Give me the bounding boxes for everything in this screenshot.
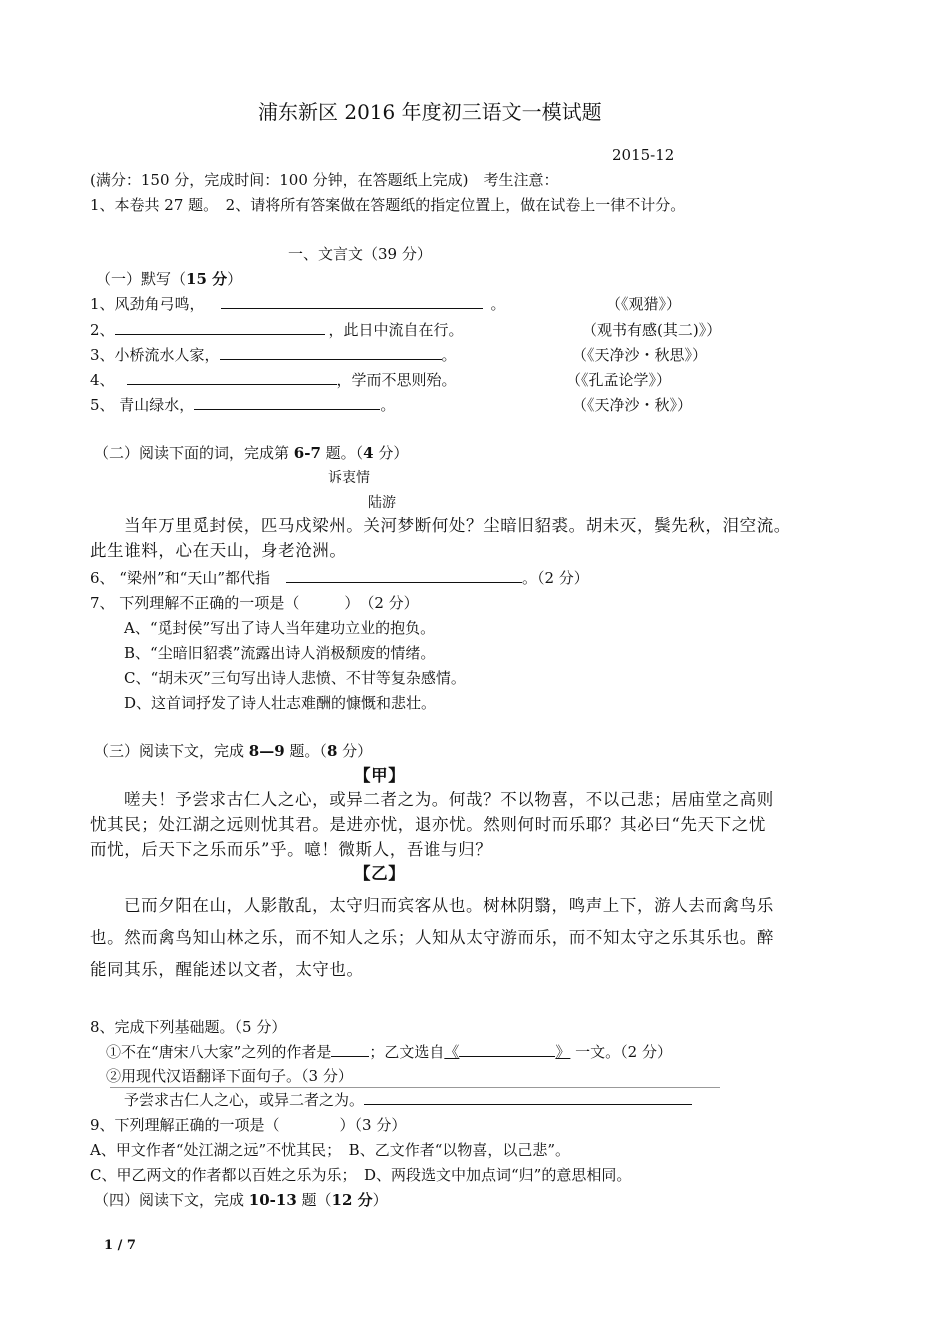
part3-heading: （三）阅读下文，完成 8—9 题。（8 分） xyxy=(94,742,373,760)
option-a: A、“觅封侯”写出了诗人当年建功立业的抱负。 xyxy=(124,619,436,637)
section-heading: 一、文言文（39 分） xyxy=(288,245,432,263)
dictation-item-5: 5、 青山绿水， 。 xyxy=(90,396,396,414)
poem-author: 陆游 xyxy=(368,495,396,511)
translate-sentence: 予尝求古仁人之心，或异二者之为。 xyxy=(124,1090,692,1110)
question-8: 8、完成下列基础题。（5 分） xyxy=(90,1018,287,1036)
passage-jia-line: 忧其民；处江湖之远则忧其君。是进亦忧，退亦忧。然则何时而乐耶？其必曰“先天下之忧 xyxy=(90,815,766,834)
part2-heading: （二）阅读下面的词，完成第 6-7 题。（4 分） xyxy=(94,444,409,462)
question-7: 7、 下列理解不正确的一项是（ ） （2 分） xyxy=(90,594,419,612)
answer-blank[interactable] xyxy=(127,370,337,385)
dictation-source-3: （《天净沙・秋思》） xyxy=(572,346,708,364)
answer-blank[interactable] xyxy=(221,294,483,309)
part4-heading: （四）阅读下文，完成 10-13 题（12 分） xyxy=(94,1191,388,1209)
option-d: D、这首词抒发了诗人壮志难酬的慷慨和悲壮。 xyxy=(124,694,437,712)
answer-blank[interactable] xyxy=(286,568,522,583)
answer-blank[interactable] xyxy=(220,345,442,360)
poem-title: 诉衷情 xyxy=(328,470,370,486)
option-b: B、“尘暗旧貂裘”流露出诗人消极颓废的情绪。 xyxy=(124,644,436,662)
dictation-item-1: 1、风劲角弓鸣， 。 xyxy=(90,295,506,313)
divider xyxy=(110,1087,720,1088)
poem-text-line: 此生谁料，心在天山，身老沧洲。 xyxy=(90,541,347,560)
dictation-item-2: 2、 ，此日中流自在行。 xyxy=(90,321,464,339)
question-9-options-cd: C、甲乙两文的作者都以百姓之乐为乐； D、两段选文中加点词“归”的意思相同。 xyxy=(90,1166,632,1184)
dictation-source-2: （观书有感(其二)》） xyxy=(582,321,722,339)
part1-heading: （一）默写（15 分） xyxy=(96,270,243,288)
answer-blank[interactable] xyxy=(331,1042,369,1057)
passage-label-jia: 【甲】 xyxy=(354,766,406,785)
dictation-source-5: （《天净沙・秋》） xyxy=(572,396,693,414)
dictation-source-4: （《孔孟论学》） xyxy=(566,371,672,389)
exam-info: (满分：150 分，完成时间：100 分钟，在答题纸上完成) 考生注意： xyxy=(90,171,559,189)
answer-blank[interactable] xyxy=(459,1042,555,1057)
answer-blank[interactable] xyxy=(194,395,380,410)
exam-notice: 1、本卷共 27 题。 2、请将所有答案做在答题纸的指定位置上，做在试卷上一律不计分。 xyxy=(90,196,686,214)
passage-yi-line: 能同其乐，醒能述以文者，太守也。 xyxy=(90,960,364,979)
dictation-source-1: （《观猎》） xyxy=(606,295,682,313)
passage-yi-line: 也。然而禽鸟知山林之乐，而不知人之乐；人知从太守游而乐，而不知太守之乐其乐也。醉 xyxy=(90,928,774,947)
answer-blank[interactable] xyxy=(115,320,325,335)
question-8-1: ①不在“唐宋八大家”之列的作者是 ；乙文选自《 》 一文。（2 分） xyxy=(106,1043,672,1061)
question-9: 9、下列理解正确的一项是（ ）（3 分） xyxy=(90,1116,407,1134)
answer-blank[interactable] xyxy=(364,1090,692,1105)
page-number: 1 / 7 xyxy=(104,1238,136,1253)
passage-jia-line: 而忧，后天下之乐而乐”乎。噫！微斯人，吾谁与归？ xyxy=(90,840,493,859)
dictation-item-4: 4、 ，学而不思则殆。 xyxy=(90,371,457,389)
poem-text-line: 当年万里觅封侯，匹马戍梁州。关河梦断何处？尘暗旧貂裘。胡未灭，鬓先秋，泪空流。 xyxy=(124,516,791,535)
question-6: 6、 “梁州”和“天山”都代指 。（2 分） xyxy=(90,569,589,587)
dictation-item-3: 3、小桥流水人家， 。 xyxy=(90,346,457,364)
passage-yi-line: 已而夕阳在山，人影散乱，太守归而宾客从也。树林阴翳，鸣声上下，游人去而禽鸟乐 xyxy=(124,896,774,915)
question-8-2: ②用现代汉语翻译下面句子。（3 分） xyxy=(106,1067,353,1085)
option-c: C、“胡未灭”三句写出诗人悲愤、不甘等复杂感情。 xyxy=(124,669,466,687)
exam-date: 2015-12 xyxy=(612,146,675,164)
passage-label-yi: 【乙】 xyxy=(354,864,406,883)
question-9-options-ab: A、甲文作者“处江湖之远”不忧其民； B、乙文作者“以物喜，以己悲”。 xyxy=(90,1141,571,1159)
page-title: 浦东新区 2016 年度初三语文一模试题 xyxy=(258,100,602,124)
passage-jia-line: 嗟夫！予尝求古仁人之心，或异二者之为。何哉？不以物喜，不以己悲；居庙堂之高则 xyxy=(124,790,774,809)
